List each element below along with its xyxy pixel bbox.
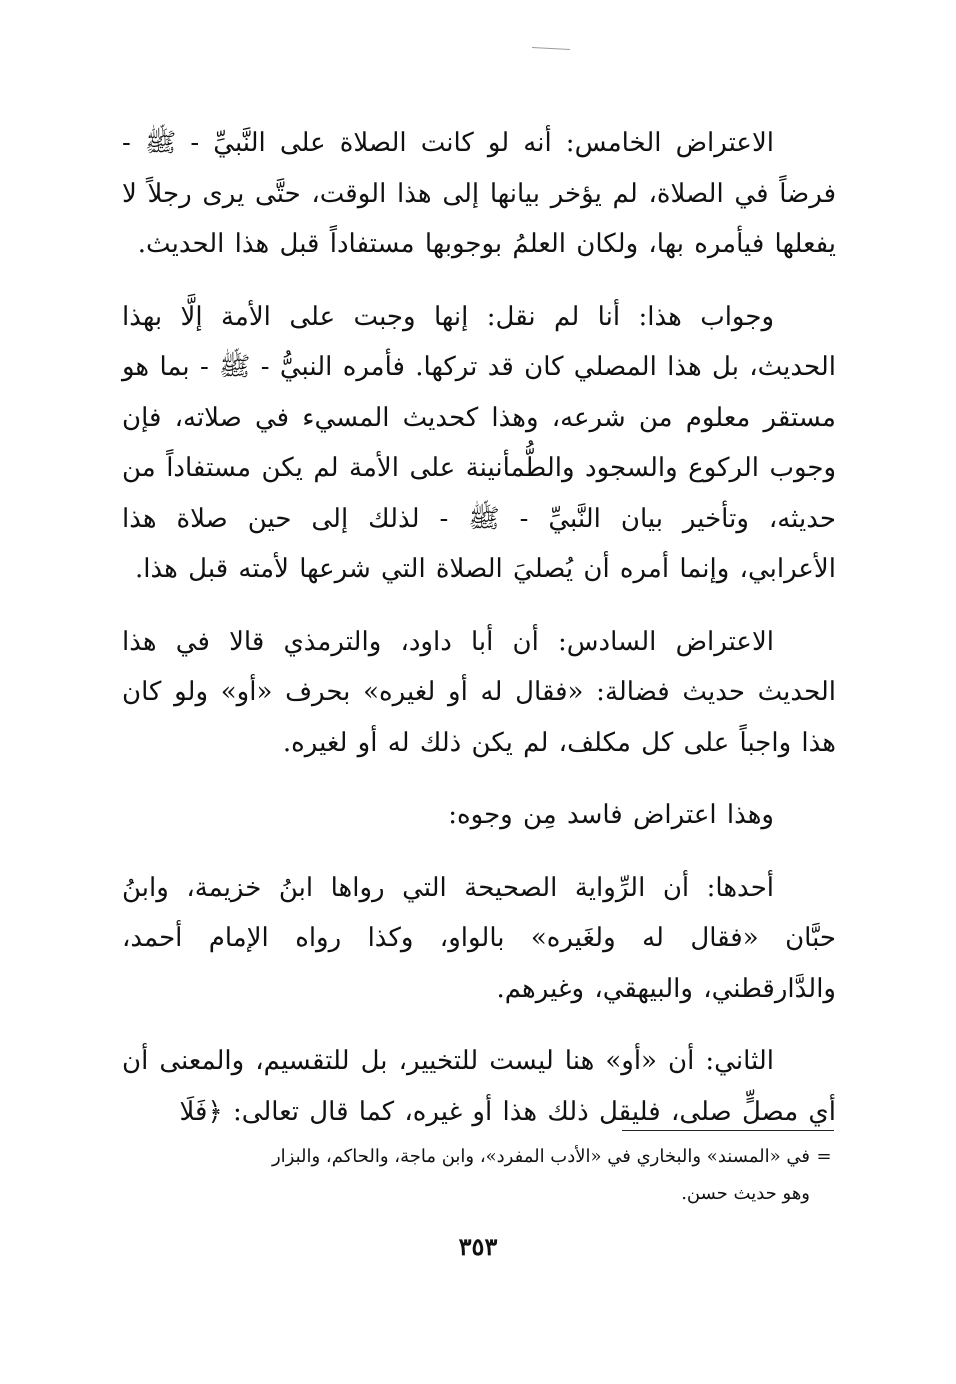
footnote-text-2: وهو حديث حسن. xyxy=(681,1183,810,1204)
paragraph-invalid-objection: وهذا اعتراض فاسد مِن وجوه: xyxy=(448,800,774,830)
paragraph-objection-5: الاعتراض الخامس: أنه لو كانت الصلاة على النَّبيِّ - ﷺ - فرضاً في الصلاة، لم يؤخر بيانها إلى هذا الوقت، حتَّى يرى رجلاً لا يفعلها فيأمره بها، ولكان العلمُ بوجوبها مستفاداً قبل هذا الحديث. xyxy=(122,128,836,259)
paragraph-answer: وجواب هذا: أنا لم نقل: إنها وجبت على الأمة إلَّا بهذا الحديث، بل هذا المصلي كان قد تركها. فأمره النبيُّ - ﷺ - بما هو مستقر معلوم من شرعه، وهذا كحديث المسيء في صلاته، فإن وجوب الركوع والسجود والطُّمأنينة على الأمة لم يكن مستفاداً من حديثه، وتأخير بيان النَّبيِّ - ﷺ - لذلك إلى حين صلاة هذا الأعرابي، وإنما أمره أن يُصليَ الصلاة التي شرعها لأمته قبل هذا. xyxy=(122,301,836,584)
footnote xyxy=(150,1138,838,1212)
page-number: ٣٥٣ xyxy=(458,1232,498,1261)
footnote-continuation-marker: = xyxy=(816,1146,832,1167)
paragraph-objection-6: الاعتراض السادس: أن أبا داود، والترمذي قالا في هذا الحديث حديث فضالة: «فقال له أو لغيره» بحرف «أو» ولو كان هذا واجباً على كل مكلف، لم يكن ذلك له أو لغيره. xyxy=(122,626,836,758)
paragraph-second-reason: الثاني: أن «أو» هنا ليست للتخيير، بل للتقسيم، والمعنى أن أي مصلٍّ صلى، فليقل ذلك هذا أو غيره، كما قال تعالى: ﴿فَلَا xyxy=(122,1046,836,1127)
footnote-line-1 xyxy=(150,1138,838,1175)
scan-mark xyxy=(532,47,570,50)
footnote-divider xyxy=(622,1130,834,1131)
footnote-text-1: في «المسند» والبخاري في «الأدب المفرد»، وابن ماجة، والحاكم، والبزار xyxy=(271,1146,810,1167)
paragraph-first-reason: أحدها: أن الرِّواية الصحيحة التي رواها ابنُ خزيمة، وابنُ حبَّان «فقال له ولغَيره» بالواو، وكذا رواه الإمام أحمد، والدَّارقطني، والبيهقي، وغيرهم. xyxy=(122,872,836,1004)
page-body xyxy=(122,118,836,1159)
